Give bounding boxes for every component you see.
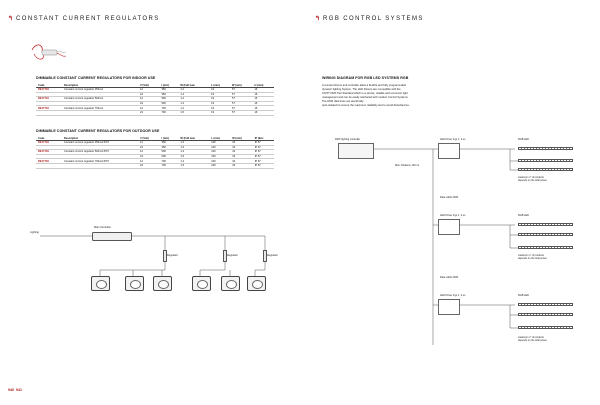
led-driver-box (438, 219, 460, 235)
product-code: RE17749 (36, 106, 62, 111)
note-line: maximum n° of products (518, 336, 544, 339)
product-code (36, 163, 62, 168)
table-cell: 350 (159, 92, 178, 97)
col-header: Code (36, 136, 62, 141)
regulator-photo-icon (30, 40, 68, 66)
col-header: L (mm) (209, 83, 230, 88)
header-arrow-icon: ↰ (315, 16, 321, 22)
table-cell: Constant current regulator 700mA IP67 (62, 159, 138, 164)
right-header-title: RGB CONTROL SYSTEMS (323, 16, 424, 22)
rgb-led-label: RGB LED (518, 214, 529, 217)
table-cell: 24 (138, 154, 160, 159)
product-code: RE17749 (36, 88, 62, 93)
table-cell: Constant current regulator 350mA (62, 88, 138, 93)
table-cell: 19 (209, 92, 230, 97)
table-cell: IP 67 (253, 159, 274, 164)
table-cell: 19 (209, 110, 230, 115)
table-cell: 16 (252, 88, 274, 93)
regulator-product-image (30, 40, 68, 66)
table-cell: 19 (209, 101, 230, 106)
table-cell: 1.2 (178, 106, 209, 111)
rgb-led-strip (518, 223, 573, 226)
paragraph-line: opto-isolated to ensure the maximum reliability and to avoid disturbances. (322, 104, 410, 108)
outdoor-table-title: DIMMABLE CONSTANT CURRENT REGULATORS FOR OUTDOOR USE (36, 129, 160, 133)
max-products-note (518, 336, 547, 342)
table-cell: 100 (209, 159, 230, 164)
max-products-note (518, 176, 547, 182)
led-driver-label: LED Driver Ingr 1, 2 us (440, 214, 466, 217)
right-page-header (315, 15, 424, 22)
col-header: W (mm) (230, 83, 252, 88)
main-controller-box (92, 232, 132, 241)
table-cell: 12 (138, 159, 160, 164)
table-cell: IP 67 (253, 163, 274, 168)
table-cell: 100 (209, 141, 230, 146)
table-cell: Constant current regulator 700mA (62, 106, 138, 111)
note-line: depends on the total power (518, 339, 547, 343)
indoor-spec-table (36, 83, 274, 116)
table-cell: 12 (138, 97, 159, 102)
table-row (36, 110, 274, 115)
led-driver-label: LED Driver Ingr 1, 2 us (440, 294, 466, 297)
table-cell: 57 (230, 106, 252, 111)
rgb-led-strip (518, 233, 573, 236)
table-cell: IP 67 (253, 150, 274, 155)
table-cell: 57 (230, 88, 252, 93)
table-cell: 12 (138, 106, 159, 111)
table-cell: 1.4 (178, 101, 209, 106)
table-cell: 1.2 (178, 150, 209, 155)
table-cell (62, 110, 138, 115)
table-cell: 32 (230, 154, 252, 159)
table-cell: 24 (138, 92, 159, 97)
note-line: depends on the total power (518, 257, 547, 261)
rgb-led-strip (518, 326, 573, 329)
col-header: W (Full max (178, 83, 209, 88)
table-cell: 19 (209, 97, 230, 102)
col-header: V (Vdc) (138, 136, 160, 141)
table-cell: 100 (209, 154, 230, 159)
rgb-led-label: RGB LED (518, 294, 529, 297)
col-header: I (mA) (159, 83, 178, 88)
table-cell: 100 (209, 163, 230, 168)
table-cell: 12 (138, 150, 160, 155)
product-code (36, 110, 62, 115)
regulator-label: Regulator (227, 254, 238, 257)
dmx-controller-label: DMX lighting controller (335, 138, 361, 141)
table-cell: 16 (252, 110, 274, 115)
rgb-led-strip (518, 303, 573, 306)
note-line: maximum n° of products (518, 254, 544, 257)
col-header: I (mA) (160, 136, 179, 141)
regulator-label: Regulator (167, 254, 178, 257)
led-driver-box (438, 299, 460, 315)
data-cable-label: Data cable DMX (440, 196, 459, 199)
led-driver-label: LED Driver Ingr 1, 2 us (440, 138, 466, 141)
page-number-right: 941 (16, 388, 22, 392)
rgb-led-strip (518, 147, 573, 150)
table-cell: 1.6 (178, 154, 209, 159)
table-cell: IP 67 (253, 154, 274, 159)
main-controller-label: Main Controller (94, 226, 111, 229)
table-cell: 32 (230, 163, 252, 168)
col-header: IP (Enc (253, 136, 274, 141)
table-cell: Constant current regulator 350mA IP67 (62, 141, 138, 146)
table-cell: 500 (160, 154, 179, 159)
left-header-title: CONSTANT CURRENT REGULATORS (16, 16, 160, 22)
table-cell: 1.5 (178, 110, 209, 115)
table-cell: 16 (252, 97, 274, 102)
table-cell: 24 (138, 110, 159, 115)
table-cell: 100 (209, 145, 230, 150)
data-cable-label: Data cable DMX (440, 276, 459, 279)
table-cell (62, 163, 138, 168)
rgb-led-strip (518, 246, 573, 249)
table-cell: Constant current regulator 500mA (62, 97, 138, 102)
max-products-note (518, 254, 547, 260)
table-cell: 24 (138, 101, 159, 106)
col-header: W (Full max (178, 136, 209, 141)
table-cell: 1.5 (178, 163, 209, 168)
wiring-description (322, 84, 472, 109)
product-code: RE17749 (36, 150, 62, 155)
table-cell: 350 (159, 88, 178, 93)
wiring-diagram-title: WIRING DIAGRAM FOR RGB LED SYSTEMS RGB (322, 76, 409, 80)
dmx-controller-box (338, 143, 374, 159)
table-cell: 24 (138, 163, 160, 168)
table-cell: IP 67 (253, 141, 274, 146)
table-cell: 12 (138, 88, 159, 93)
table-cell: 57 (230, 110, 252, 115)
table-cell: 100 (209, 150, 230, 155)
led-fixture-icon (153, 276, 172, 291)
table-cell: 1.6 (178, 145, 209, 150)
led-fixture-icon (247, 276, 266, 291)
product-code: RE17749 (36, 97, 62, 102)
table-cell: 16 (252, 101, 274, 106)
table-cell: 1.2 (178, 88, 209, 93)
table-cell: 57 (230, 101, 252, 106)
rgb-led-strip (518, 168, 573, 171)
table-cell: 700 (159, 106, 178, 111)
table-cell: 350 (160, 141, 179, 146)
max-distance-label: Max. Distance 100 mt (395, 164, 420, 167)
table-cell: IP 67 (253, 145, 274, 150)
led-fixture-icon (125, 276, 144, 291)
led-fixture-icon (221, 276, 240, 291)
page-numbers (8, 388, 24, 392)
col-header: Code (36, 83, 62, 88)
led-fixture-icon (91, 276, 110, 291)
product-code: RE17749 (36, 141, 62, 146)
col-header: Description (62, 83, 138, 88)
note-line: maximum n° of products (518, 176, 544, 179)
table-cell: 16 (252, 92, 274, 97)
table-cell: 1.2 (178, 141, 209, 146)
table-cell: 700 (160, 159, 179, 164)
table-cell: 32 (230, 141, 252, 146)
col-header: W (mm) (230, 136, 252, 141)
rgb-led-label: RGB LED (518, 138, 529, 141)
paragraph-line: USITT DMX 512 Standard which is a simple, reliable and economic light (322, 92, 408, 96)
left-page-header (8, 15, 160, 22)
table-cell: 24 (138, 145, 160, 150)
col-header: H (mm) (252, 83, 274, 88)
table-cell: 350 (160, 145, 179, 150)
paragraph-line: management and can be easily interfaced with modern Control Systems. (322, 96, 409, 100)
table-cell: 32 (230, 150, 252, 155)
led-driver-box (438, 143, 460, 159)
table-cell: 57 (230, 92, 252, 97)
table-row (36, 163, 274, 168)
paragraph-line: A remote Drivers and controller allow a flexible and fully programmable (322, 84, 407, 87)
table-cell: Constant current regulator 500mA IP67 (62, 150, 138, 155)
paragraph-line: dynamic lighting System. The LED Drivers are compatible with the (322, 88, 401, 92)
table-cell: 19 (209, 88, 230, 93)
table-cell: 57 (230, 97, 252, 102)
table-cell: 500 (160, 150, 179, 155)
table-cell: 16 (252, 106, 274, 111)
rgb-led-strip (518, 313, 573, 316)
table-cell: 12 (138, 141, 160, 146)
table-cell: 1.2 (178, 97, 209, 102)
table-cell: 500 (159, 101, 178, 106)
table-cell: 700 (160, 163, 179, 168)
led-fixture-icon (192, 276, 211, 291)
product-code: RE17749 (36, 159, 62, 164)
table-cell: 32 (230, 159, 252, 164)
paragraph-line: The DMX data lines are electrically (322, 100, 364, 104)
col-header: L (mm) (209, 136, 230, 141)
note-line: depends on the total power (518, 179, 547, 183)
input-label: Lighting (30, 231, 39, 234)
table-cell: 19 (209, 106, 230, 111)
rgb-led-strip (518, 159, 573, 162)
table-cell: 1.2 (178, 159, 209, 164)
col-header: Description (62, 136, 138, 141)
header-arrow-icon: ↰ (8, 16, 14, 22)
outdoor-spec-table (36, 136, 274, 169)
table-cell: 1.4 (178, 92, 209, 97)
table-cell: 700 (159, 110, 178, 115)
col-header: V (Vdc) (138, 83, 159, 88)
page-number-left: 940 (8, 388, 14, 392)
regulator-label: Regulator (267, 254, 278, 257)
table-cell: 500 (159, 97, 178, 102)
indoor-table-title: DIMMABLE CONSTANT CURRENT REGULATORS FOR INDOOR USE (36, 76, 156, 80)
table-cell: 32 (230, 145, 252, 150)
